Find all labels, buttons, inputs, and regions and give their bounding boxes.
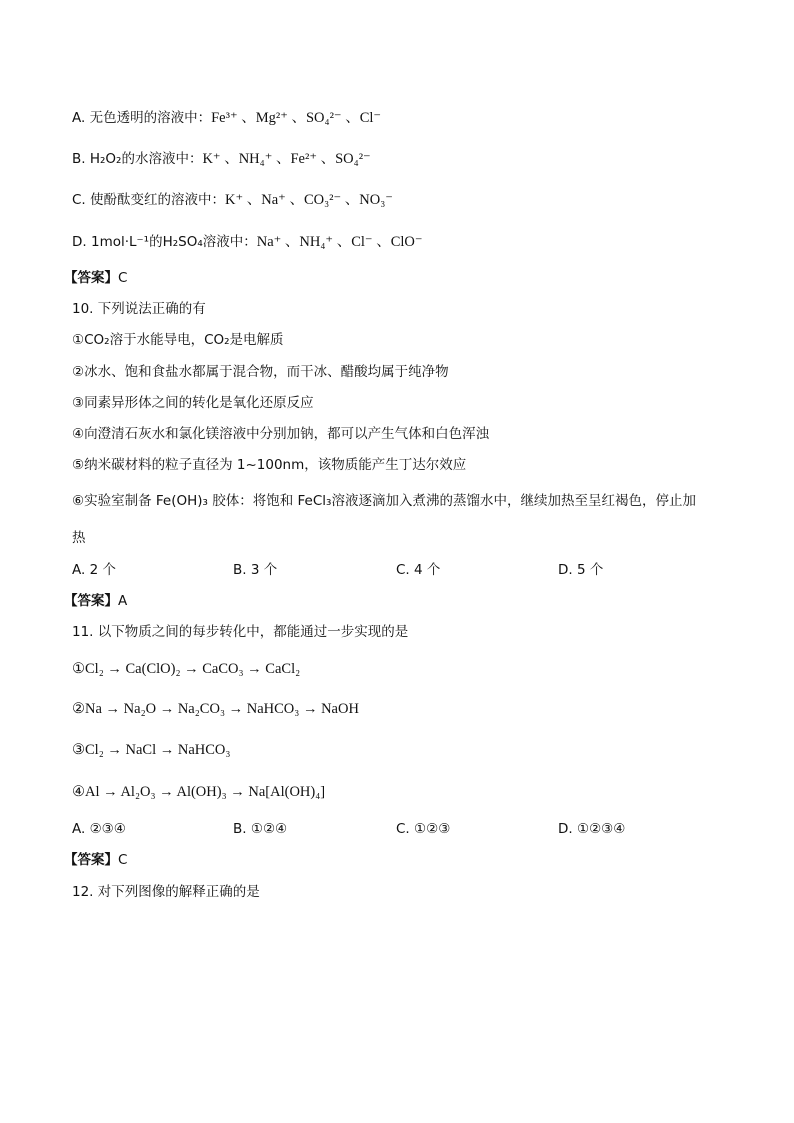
- q10-item-6: ⑥实验室制备 Fe(OH)₃ 胶体：将饱和 FeCl₃溶液逐滴加入煮沸的蒸馏水中，继续加热至呈红褐色，停止加: [72, 493, 696, 509]
- q9-option-c-label: C. 使酚酞变红的溶液中：: [72, 192, 226, 208]
- q9-option-d-label: D. 1mol·L⁻¹的H₂SO₄溶液中：: [72, 234, 257, 250]
- q10-item-1: ①CO₂溶于水能导电，CO₂是电解质: [72, 332, 284, 348]
- q10-choice-c: C. 4 个: [396, 562, 441, 578]
- q11-stem: 11. 以下物质之间的每步转化中，都能通过一步实现的是: [72, 624, 409, 640]
- q10-item-2: ②冰水、饱和食盐水都属于混合物，而干冰、醋酸均属于纯净物: [72, 364, 449, 380]
- q11-item-2: ②Na → Na₂O → Na₂CO₃ → NaHCO₃ → NaOH: [72, 701, 359, 717]
- q11-answer: [64, 850, 127, 870]
- q10-choice-a: A. 2 个: [72, 562, 116, 578]
- q10-item-4: ④向澄清石灰水和氯化镁溶液中分别加钠，都可以产生气体和白色浑浊: [72, 426, 490, 442]
- q10-item-6-continued: 热: [72, 530, 86, 546]
- q11-choice-c: C. ①②③: [396, 821, 451, 837]
- q9-option-b-label: B. H₂O₂的水溶液中：: [72, 151, 203, 167]
- q10-answer: [64, 591, 127, 611]
- q10-item-3: ③同素异形体之间的转化是氧化还原反应: [72, 395, 314, 411]
- q11-item-3: ③Cl₂ → NaCl → NaHCO₃: [72, 742, 231, 758]
- q10-answer-value: A: [118, 593, 128, 609]
- q9-option-a-label: A. 无色透明的溶液中：: [72, 110, 212, 126]
- q9-option-b: [72, 149, 371, 169]
- q9-answer-value: C: [118, 270, 128, 286]
- q10-item-5: ⑤纳米碳材料的粒子直径为 1~100nm，该物质能产生丁达尔效应: [72, 457, 467, 473]
- q9-answer: [64, 268, 127, 288]
- q10-choice-d: D. 5 个: [558, 562, 604, 578]
- q9-option-c: [72, 190, 393, 210]
- q9-answer-tag: 【答案】: [64, 270, 118, 286]
- q11-choice-b: B. ①②④: [233, 821, 288, 837]
- q11-choice-a: A. ②③④: [72, 821, 126, 837]
- q11-answer-value: C: [118, 852, 128, 868]
- q10-stem: 10. 下列说法正确的有: [72, 301, 206, 317]
- q9-option-a: [72, 108, 381, 128]
- q9-option-b-ions: K⁺ 、NH₄⁺ 、Fe²⁺ 、SO₄²⁻: [202, 151, 371, 167]
- q10-answer-tag: 【答案】: [64, 593, 118, 609]
- q11-answer-tag: 【答案】: [64, 852, 118, 868]
- q11-item-4: ④Al → Al₂O₃ → Al(OH)₃ → Na[Al(OH)₄]: [72, 784, 326, 800]
- q9-option-a-ions: Fe³⁺ 、Mg²⁺ 、SO₄²⁻ 、Cl⁻: [211, 110, 382, 126]
- q11-item-1: ①Cl₂ → Ca(ClO)₂ → CaCO₃ → CaCl₂: [72, 661, 301, 677]
- q10-choice-b: B. 3 个: [233, 562, 278, 578]
- q9-option-d: [72, 232, 423, 252]
- q12-stem: 12. 对下列图像的解释正确的是: [72, 884, 260, 900]
- q9-option-c-ions: K⁺ 、Na⁺ 、CO₃²⁻ 、NO₃⁻: [225, 192, 393, 208]
- q11-choice-d: D. ①②③④: [558, 821, 626, 837]
- q9-option-d-ions: Na⁺ 、NH₄⁺ 、Cl⁻ 、ClO⁻: [256, 234, 423, 250]
